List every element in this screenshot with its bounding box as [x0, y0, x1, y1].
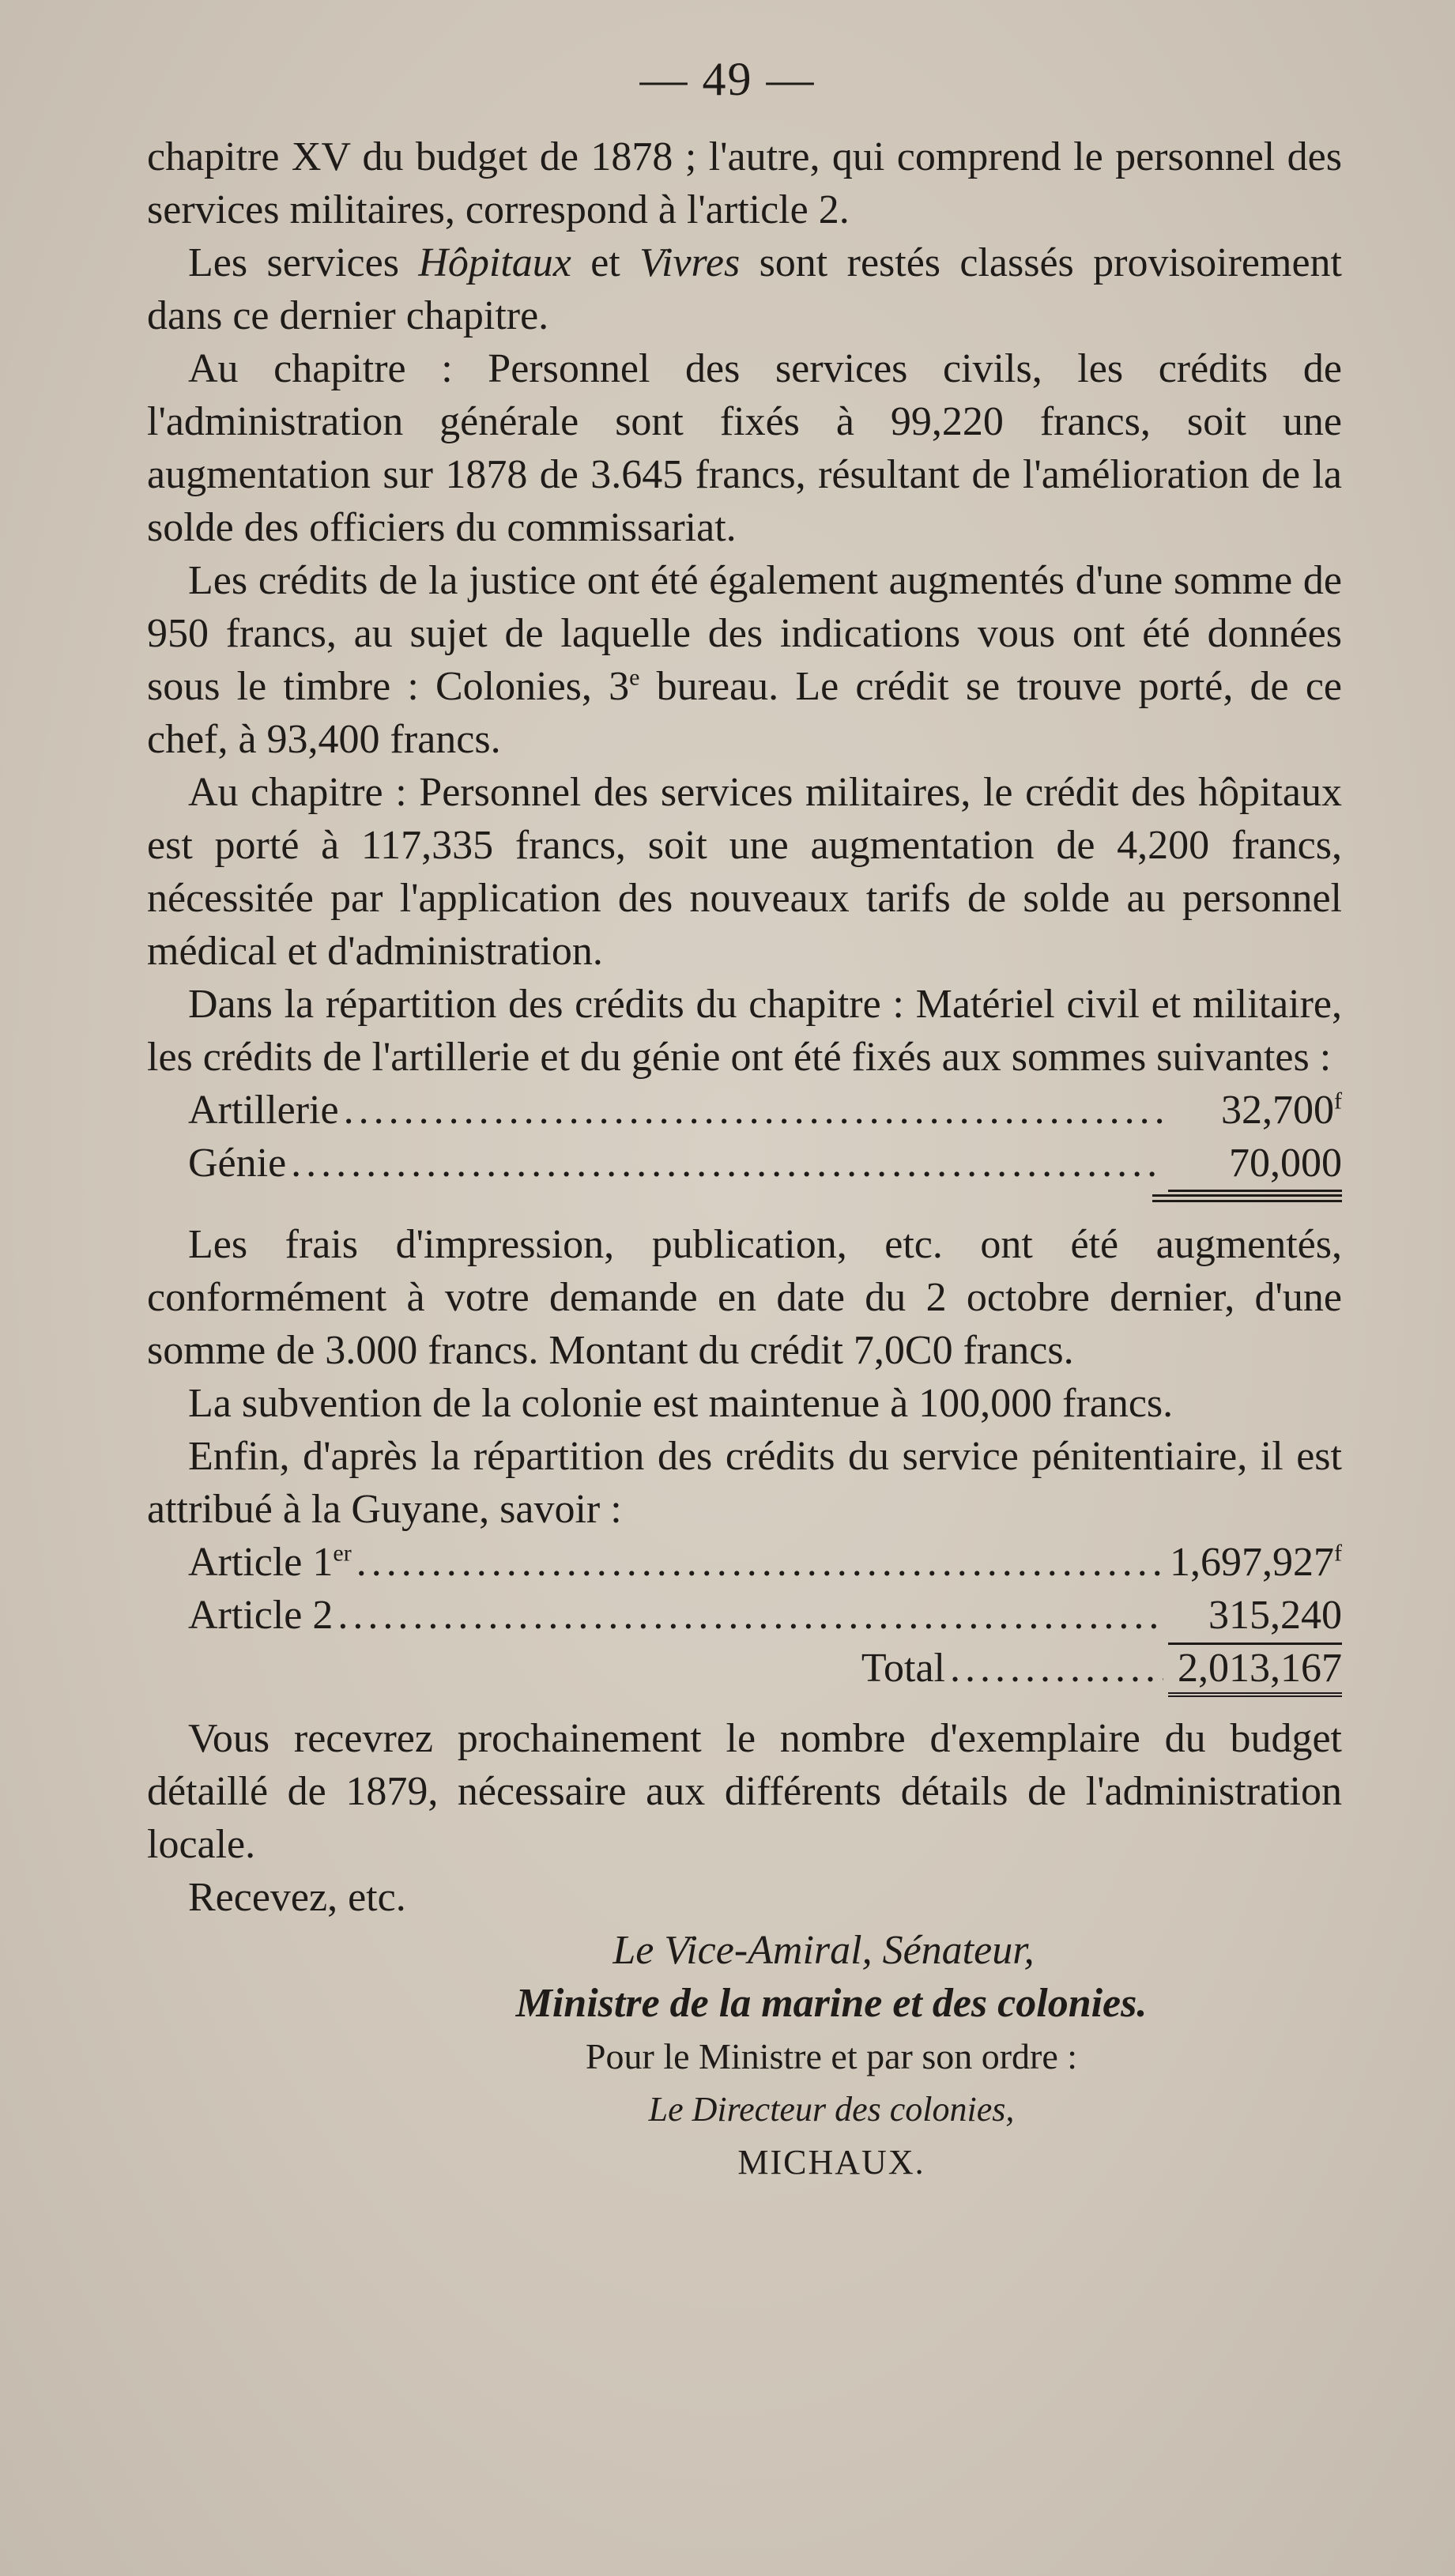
signature-director: Le Directeur des colonies,: [648, 2090, 1015, 2129]
list-item: [147, 1137, 1342, 1190]
document-body: [147, 130, 1342, 2189]
total-value: 2,013,167: [1168, 1643, 1342, 1697]
paragraph-5: Au chapitre : Personnel des services militaires, le crédit des hôpitaux est porté à 117,335 francs, soit une augmentation de 4,200 francs, nécessitée par l'application des nouveaux tarifs de solde au personnel médical et d'administration.: [147, 770, 1342, 974]
leader-dots: [337, 1589, 1163, 1642]
paragraph-9: Enfin, d'après la répartition des crédits du service pénitentiaire, il est attribué à la Guyane, savoir :: [147, 1434, 1342, 1532]
paragraph-2-post: sont restés classés provisoirement dans ce dernier chapitre.: [147, 240, 1342, 338]
leader-dots: [950, 1642, 1163, 1695]
item-label: Article 2: [188, 1593, 334, 1638]
total-row: [147, 1642, 1342, 1695]
paragraph-2-pre: Les services: [188, 240, 419, 285]
item-label: Artillerie: [188, 1088, 339, 1133]
paragraph-8: La subvention de la colonie est maintenue à 100,000 francs.: [188, 1381, 1174, 1426]
signature-order: Pour le Ministre et par son ordre :: [585, 2036, 1078, 2076]
paragraph-11: Recevez, etc.: [188, 1875, 406, 1920]
paragraph-4-post: bureau. Le crédit se trouve porté, de ce chef, à 93,400 francs.: [147, 664, 1342, 762]
paragraph-3: Au chapitre : Personnel des services civils, les crédits de l'administration générale sont fixés à 99,220 francs, soit une augmentation sur 1878 de 3.645 francs, résultant de l'amélioration de la solde des officiers du commissariat.: [147, 346, 1342, 550]
paragraph-2: [147, 236, 1342, 342]
paragraph-2-em-hopitaux: Hôpitaux: [418, 240, 571, 285]
paragraph-6: Dans la répartition des crédits du chapitre : Matériel civil et militaire, les crédits de l'artillerie et du génie ont été fixés aux sommes suivantes :: [147, 982, 1342, 1080]
paragraph-7: Les frais d'impression, publication, etc. ont été augmentés, conformément à votre demande en date du 2 octobre dernier, d'une somme de 3.000 francs. Montant du crédit 7,0C0 francs.: [147, 1222, 1342, 1373]
leader-dots: [344, 1084, 1163, 1137]
signature-ministry: Ministre de la marine et des colonies.: [515, 1981, 1148, 2026]
item-value: 70,000: [1168, 1137, 1342, 1192]
leader-dots: [356, 1536, 1163, 1589]
list-item: [147, 1589, 1342, 1642]
leader-dots: [291, 1137, 1163, 1190]
item-value: 1,697,927$^f$: [1170, 1540, 1342, 1585]
signature-name: MICHAUX.: [737, 2143, 925, 2182]
sum-rule: [1152, 1194, 1342, 1202]
paragraph-4-pre: Les crédits de la justice ont été également augmentés d'une somme de 950 francs, au sujet de laquelle des indications vous ont été données sous le timbre : Colonies, 3: [147, 558, 1342, 709]
total-label: Total: [861, 1646, 945, 1691]
paragraph-2-em-vivres: Vivres: [639, 240, 741, 285]
item-label: Génie: [188, 1141, 287, 1186]
signature-title: Le Vice-Amiral, Sénateur,: [613, 1928, 1035, 1973]
item-label: Article 1er: [188, 1540, 352, 1585]
paragraph-4-sup: e: [629, 664, 640, 691]
item-value: 315,240: [1208, 1593, 1342, 1638]
list-item: [147, 1084, 1342, 1137]
paragraph-1: chapitre XV du budget de 1878 ; l'autre, qui comprend le personnel des services militaires, correspond à l'article 2.: [147, 134, 1342, 232]
signature-block: [147, 1924, 1342, 2189]
paragraph-10: Vous recevrez prochainement le nombre d'exemplaire du budget détaillé de 1879, nécessaire aux différents détails de l'administration locale.: [147, 1716, 1342, 1867]
item-value: 32,700$^f$: [1221, 1088, 1342, 1133]
spacer: [147, 1695, 1342, 1712]
page-number: — 49 —: [639, 53, 816, 105]
paragraph-2-mid: et: [571, 240, 640, 285]
paragraph-4: [147, 554, 1342, 766]
credit-list-2: [147, 1536, 1342, 1695]
credit-list-1: [147, 1084, 1342, 1202]
list-item: [147, 1536, 1342, 1589]
